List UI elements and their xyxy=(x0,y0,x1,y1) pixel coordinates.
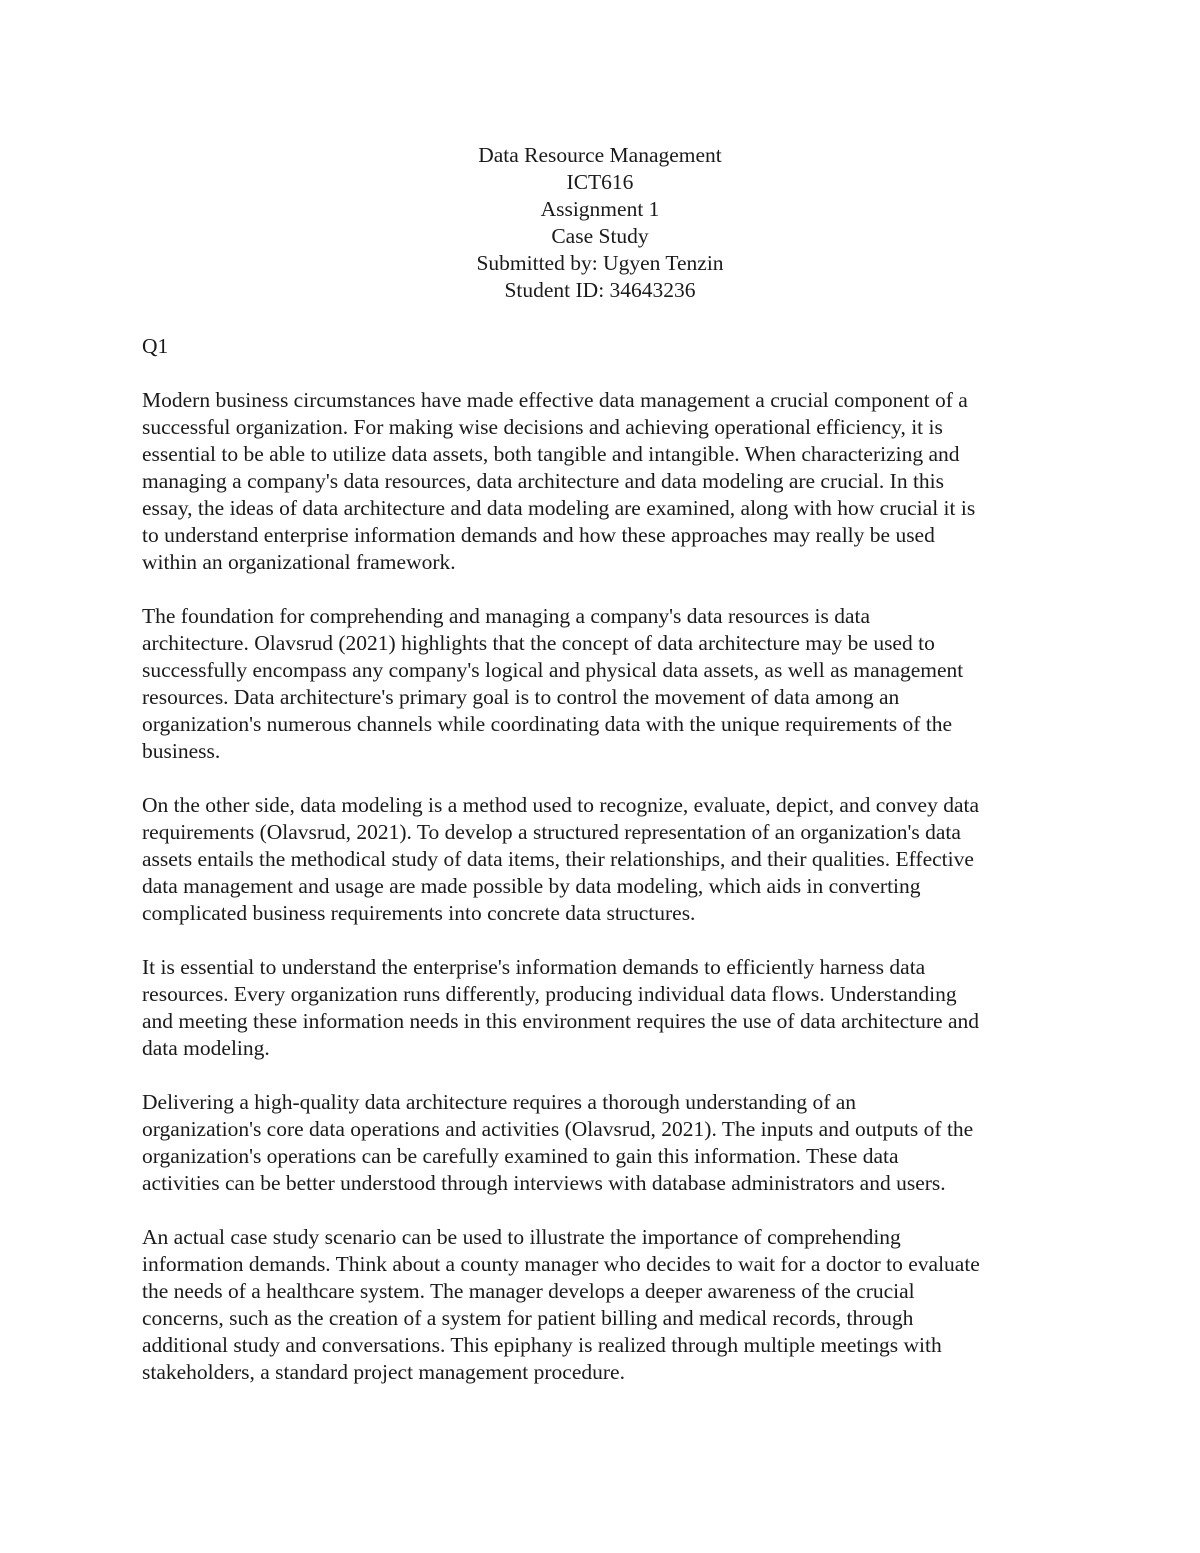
paragraph-line: concerns, such as the creation of a system for patient billing and medical records, through xyxy=(142,1306,914,1330)
paragraph-line: organization's core data operations and activities (Olavsrud, 2021). The inputs and outputs of the xyxy=(142,1117,974,1141)
paragraph-line: business. xyxy=(142,739,221,763)
paragraph-line: assets entails the methodical study of data items, their relationships, and their qualities. Effective xyxy=(142,847,974,871)
paragraph-line: activities can be better understood through interviews with database administrators and users. xyxy=(142,1171,946,1195)
paragraph-line: It is essential to understand the enterprise's information demands to efficiently harness data xyxy=(142,955,926,979)
paragraph-4 xyxy=(142,954,1072,1062)
paragraph-line: information demands. Think about a county manager who decides to wait for a doctor to evaluate xyxy=(142,1252,980,1276)
paragraph-line: The foundation for comprehending and managing a company's data resources is data xyxy=(142,604,871,628)
paragraph-3 xyxy=(142,792,1072,927)
paragraph-line: the needs of a healthcare system. The manager develops a deeper awareness of the crucial xyxy=(142,1279,915,1303)
paragraph-line: On the other side, data modeling is a method used to recognize, evaluate, depict, and convey data xyxy=(142,793,980,817)
paragraph-line: within an organizational framework. xyxy=(142,550,456,574)
paragraph-line: data management and usage are made possible by data modeling, which aids in converting xyxy=(142,874,921,898)
paragraph-6 xyxy=(142,1224,1072,1386)
paragraph-line: managing a company's data resources, data architecture and data modeling are crucial. In this xyxy=(142,469,945,493)
submitted-by: Submitted by: Ugyen Tenzin xyxy=(476,251,724,275)
paragraph-line: data modeling. xyxy=(142,1036,270,1060)
student-id: Student ID: 34643236 xyxy=(504,278,696,302)
paragraph-line: essay, the ideas of data architecture and data modeling are examined, along with how crucial it is xyxy=(142,496,976,520)
paragraph-line: Delivering a high-quality data architecture requires a thorough understanding of an xyxy=(142,1090,857,1114)
paragraph-line: organization's operations can be carefully examined to gain this information. These data xyxy=(142,1144,899,1168)
paragraph-line: successful organization. For making wise decisions and achieving operational efficiency, it is xyxy=(142,415,943,439)
paragraph-line: to understand enterprise information demands and how these approaches may really be used xyxy=(142,523,935,547)
paragraph-line: architecture. Olavsrud (2021) highlights that the concept of data architecture may be used to xyxy=(142,631,935,655)
paragraph-line: requirements (Olavsrud, 2021). To develop a structured representation of an organization's data xyxy=(142,820,961,844)
paragraph-line: complicated business requirements into concrete data structures. xyxy=(142,901,696,925)
paragraph-line: stakeholders, a standard project management procedure. xyxy=(142,1360,625,1384)
paragraph-line: An actual case study scenario can be used to illustrate the importance of comprehending xyxy=(142,1225,901,1249)
paragraph-line: resources. Every organization runs differently, producing individual data flows. Understanding xyxy=(142,982,957,1006)
document-body xyxy=(142,333,1072,1413)
paragraph-line: Modern business circumstances have made effective data management a crucial component of a xyxy=(142,388,968,412)
assignment-type: Case Study xyxy=(551,224,649,248)
course-name: Data Resource Management xyxy=(478,143,722,167)
title-block xyxy=(0,142,1200,304)
paragraph-line: successfully encompass any company's logical and physical data assets, as well as management xyxy=(142,658,964,682)
paragraph-line: organization's numerous channels while coordinating data with the unique requirements of the xyxy=(142,712,953,736)
paragraph-5 xyxy=(142,1089,1072,1197)
paragraph-line: resources. Data architecture's primary goal is to control the movement of data among an xyxy=(142,685,900,709)
paragraph-1 xyxy=(142,387,1072,576)
course-code: ICT616 xyxy=(566,170,634,194)
question-label: Q1 xyxy=(142,334,169,358)
paragraph-line: and meeting these information needs in this environment requires the use of data architecture and xyxy=(142,1009,980,1033)
paragraph-2 xyxy=(142,603,1072,765)
paragraph-line: additional study and conversations. This epiphany is realized through multiple meetings with xyxy=(142,1333,942,1357)
assignment-label: Assignment 1 xyxy=(540,197,660,221)
paragraph-line: essential to be able to utilize data assets, both tangible and intangible. When characterizing and xyxy=(142,442,960,466)
